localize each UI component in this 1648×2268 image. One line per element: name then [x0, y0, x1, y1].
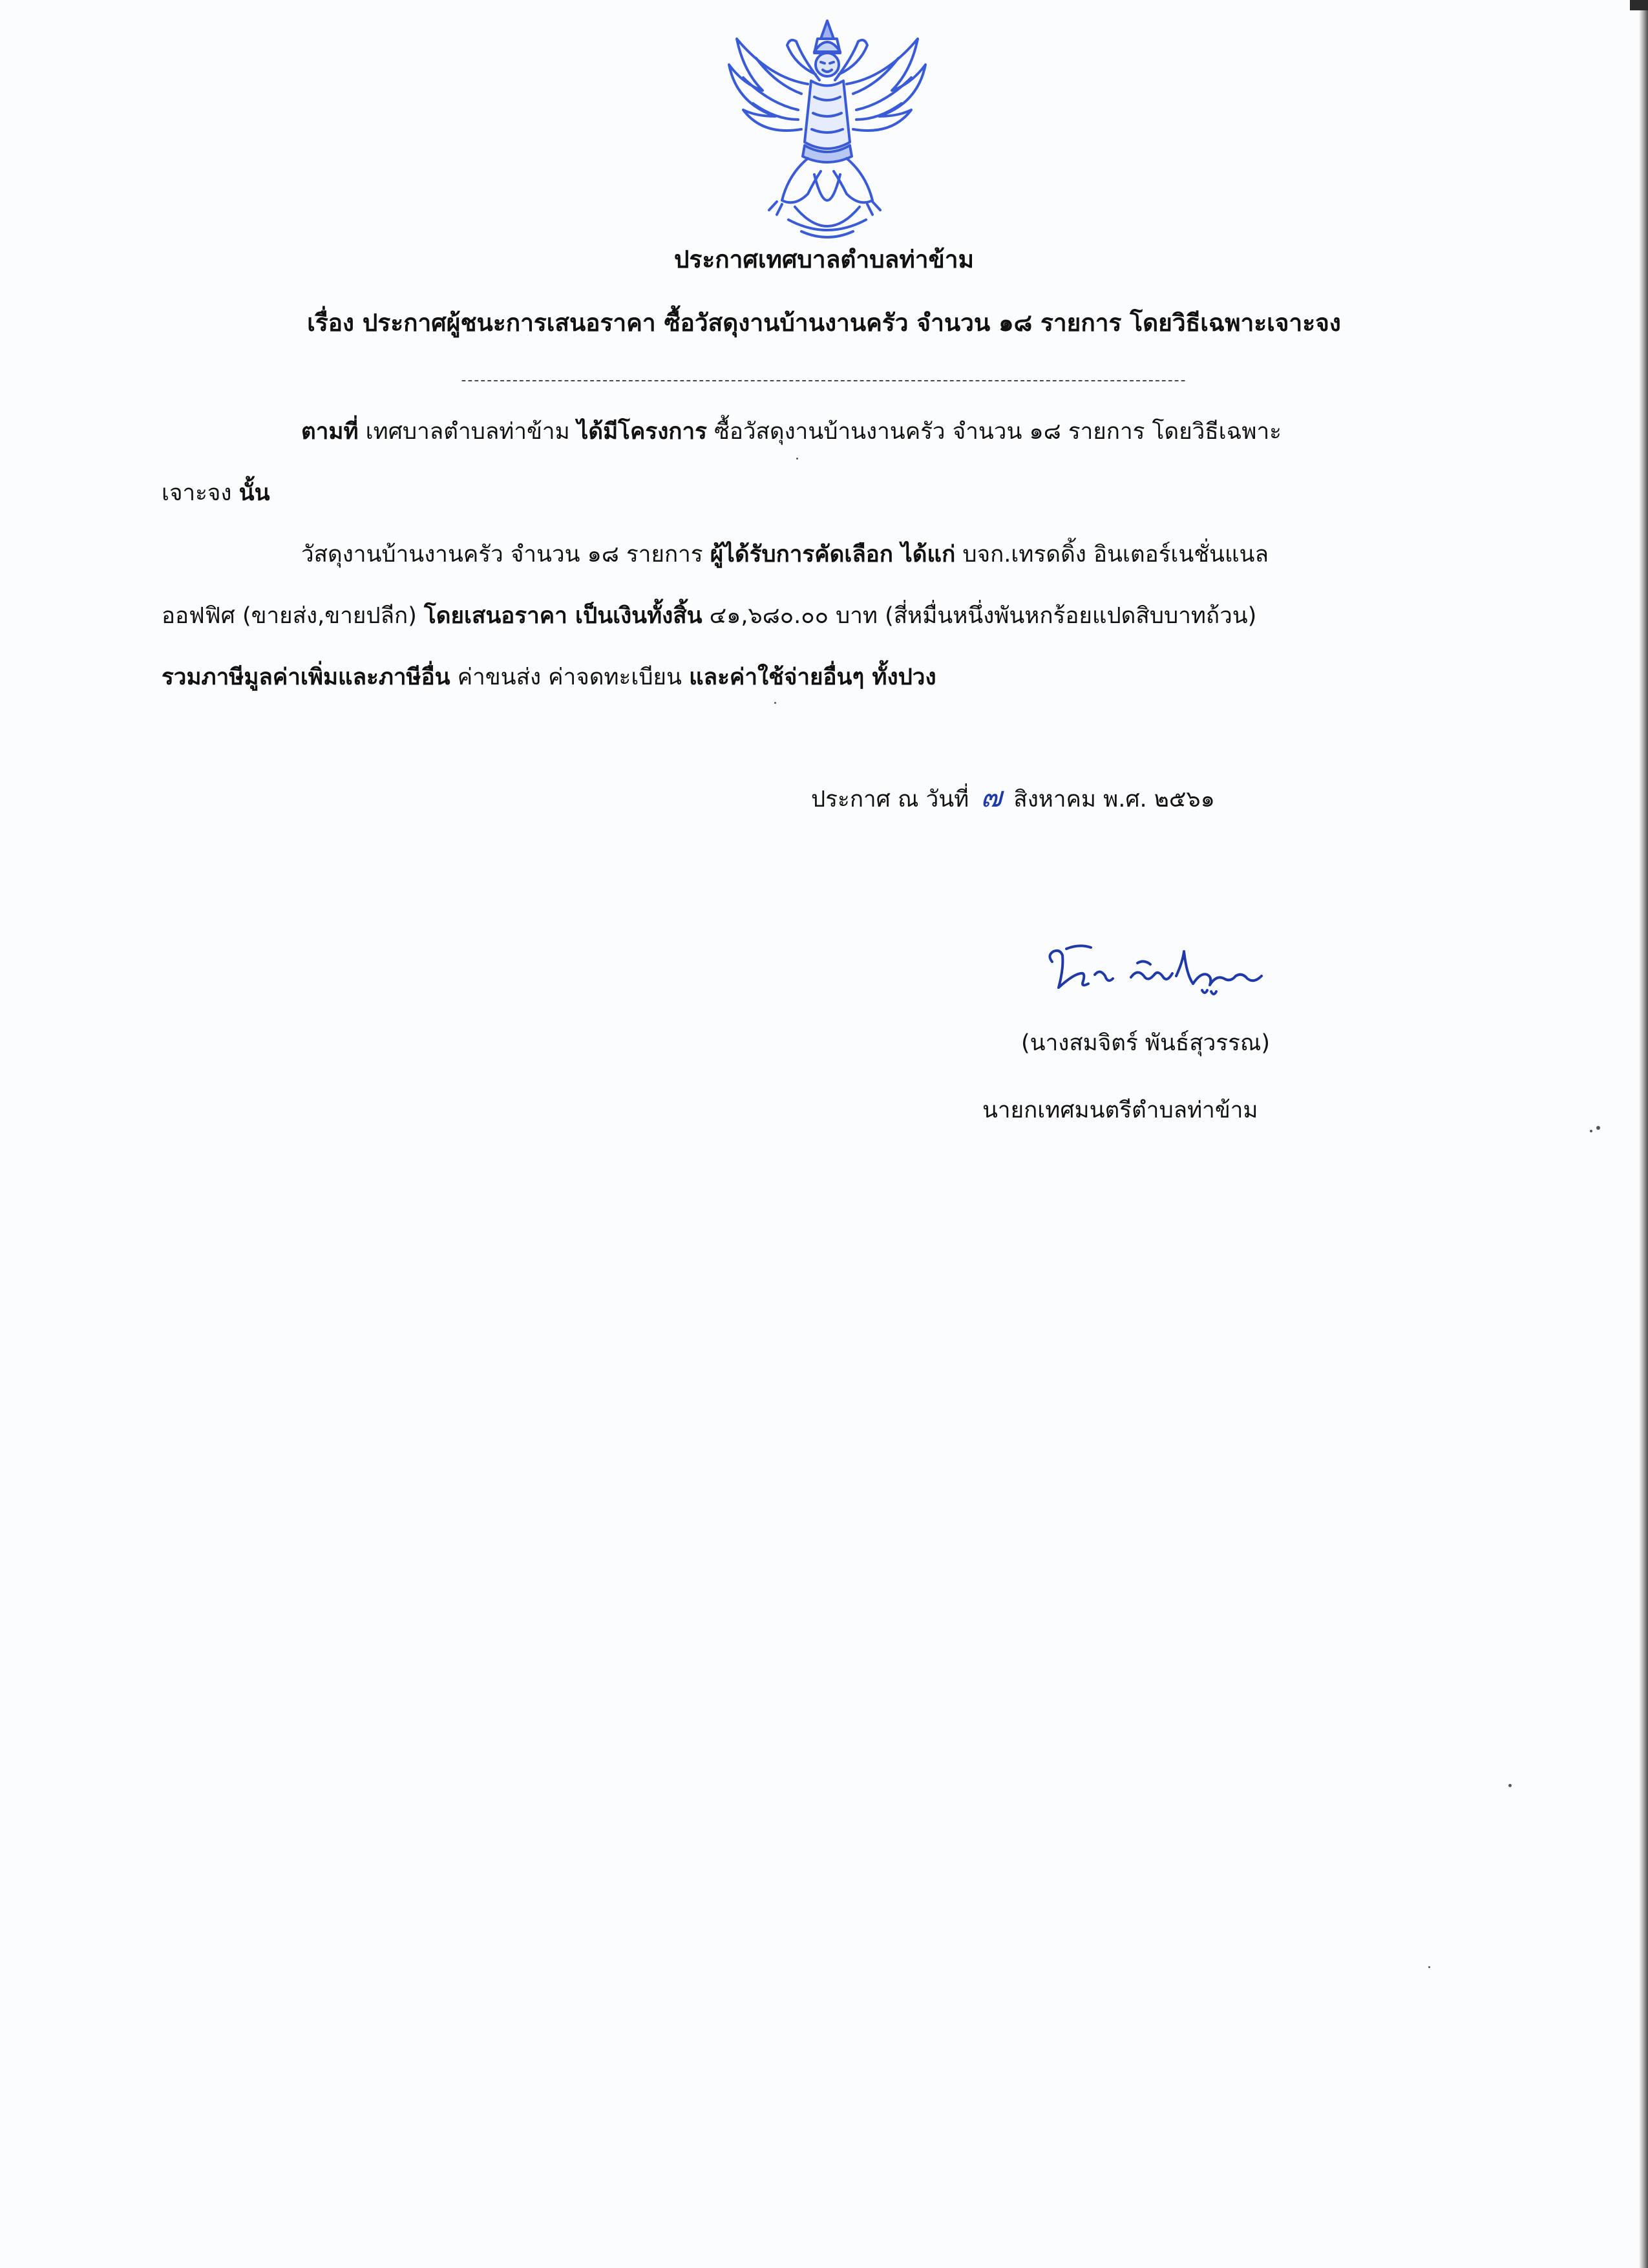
para1-text-a: เทศบาลตำบลท่าข้าม: [358, 419, 577, 445]
para1-line2-bold: นั้น: [238, 480, 270, 506]
date-month-year: สิงหาคม พ.ศ. ๒๕๖๑: [1013, 787, 1215, 812]
para2-line1: [301, 536, 1620, 572]
para2-line2-text-b: ๔๑,๖๘๐.๐๐ บาท (สี่หมื่นหนึ่งพันหกร้อยแปดสิบบาทถ้วน): [702, 603, 1257, 629]
divider-line: -----------------------------------------------------------------------------------------------------------------: [461, 372, 1187, 388]
garuda-emblem-icon: [717, 13, 937, 246]
para2-line3: [162, 659, 1480, 695]
para1-bold-a: ได้มีโครงการ: [576, 419, 707, 445]
para1-text-b: ซื้อวัสดุงานบ้านงานครัว จำนวน ๑๘ รายการ โดยวิธีเฉพาะ: [706, 419, 1282, 445]
para2-line3-bold-b: และค่าใช้จ่ายอื่นๆ ทั้งปวง: [689, 664, 936, 690]
scan-speck: [796, 458, 798, 460]
para2-line3-text-a: ค่าขนส่ง ค่าจดทะเบียน: [450, 664, 690, 690]
announcement-subject: เรื่อง ประกาศผู้ชนะการเสนอราคา ซื้อวัสดุงานบ้านงานครัว จำนวน ๑๘ รายการ โดยวิธีเฉพาะเจาะจง: [307, 309, 1341, 337]
para1-line1: [301, 414, 1620, 449]
scan-corner-mark: [1630, 0, 1648, 10]
signatory-name: (นางสมจิตร์ พันธ์สุวรรณ): [1021, 1030, 1271, 1056]
para2-text-a: วัสดุงานบ้านงานครัว จำนวน ๑๘ รายการ: [301, 542, 710, 567]
scan-speck: [1428, 1966, 1430, 1968]
para1-lead: ตามที่: [301, 419, 359, 445]
para2-text-b: บจก.เทรดดิ้ง อินเตอร์เนชั่นแนล: [955, 542, 1269, 567]
announcement-date: [811, 774, 1215, 820]
date-day-handwritten: ๗: [980, 781, 1002, 814]
date-prefix: ประกาศ ณ วันที่: [811, 787, 969, 812]
handwritten-signature-icon: [1041, 936, 1273, 1007]
para2-bold-a: ผู้ได้รับการคัดเลือก ได้แก่: [710, 542, 956, 567]
para1-line2-text: เจาะจง: [162, 480, 239, 506]
scan-speck: [774, 702, 776, 704]
scan-speck: [1508, 1784, 1512, 1787]
para2-line2: [162, 598, 1480, 633]
signatory-position: นายกเทศมนตรีตำบลท่าข้าม: [982, 1097, 1258, 1123]
para2-line2-text-a: ออฟฟิศ (ขายส่ง,ขายปลีก): [162, 603, 424, 629]
scan-speck: [1596, 1126, 1600, 1130]
para2-line3-bold-a: รวมภาษีมูลค่าเพิ่มและภาษีอื่น: [162, 664, 450, 690]
scan-speck: [1590, 1130, 1592, 1132]
para1-line2: [162, 475, 1480, 511]
announcement-title: ประกาศเทศบาลตำบลท่าข้าม: [674, 246, 974, 273]
para2-line2-bold-a: โดยเสนอราคา เป็นเงินทั้งสิ้น: [424, 603, 703, 629]
